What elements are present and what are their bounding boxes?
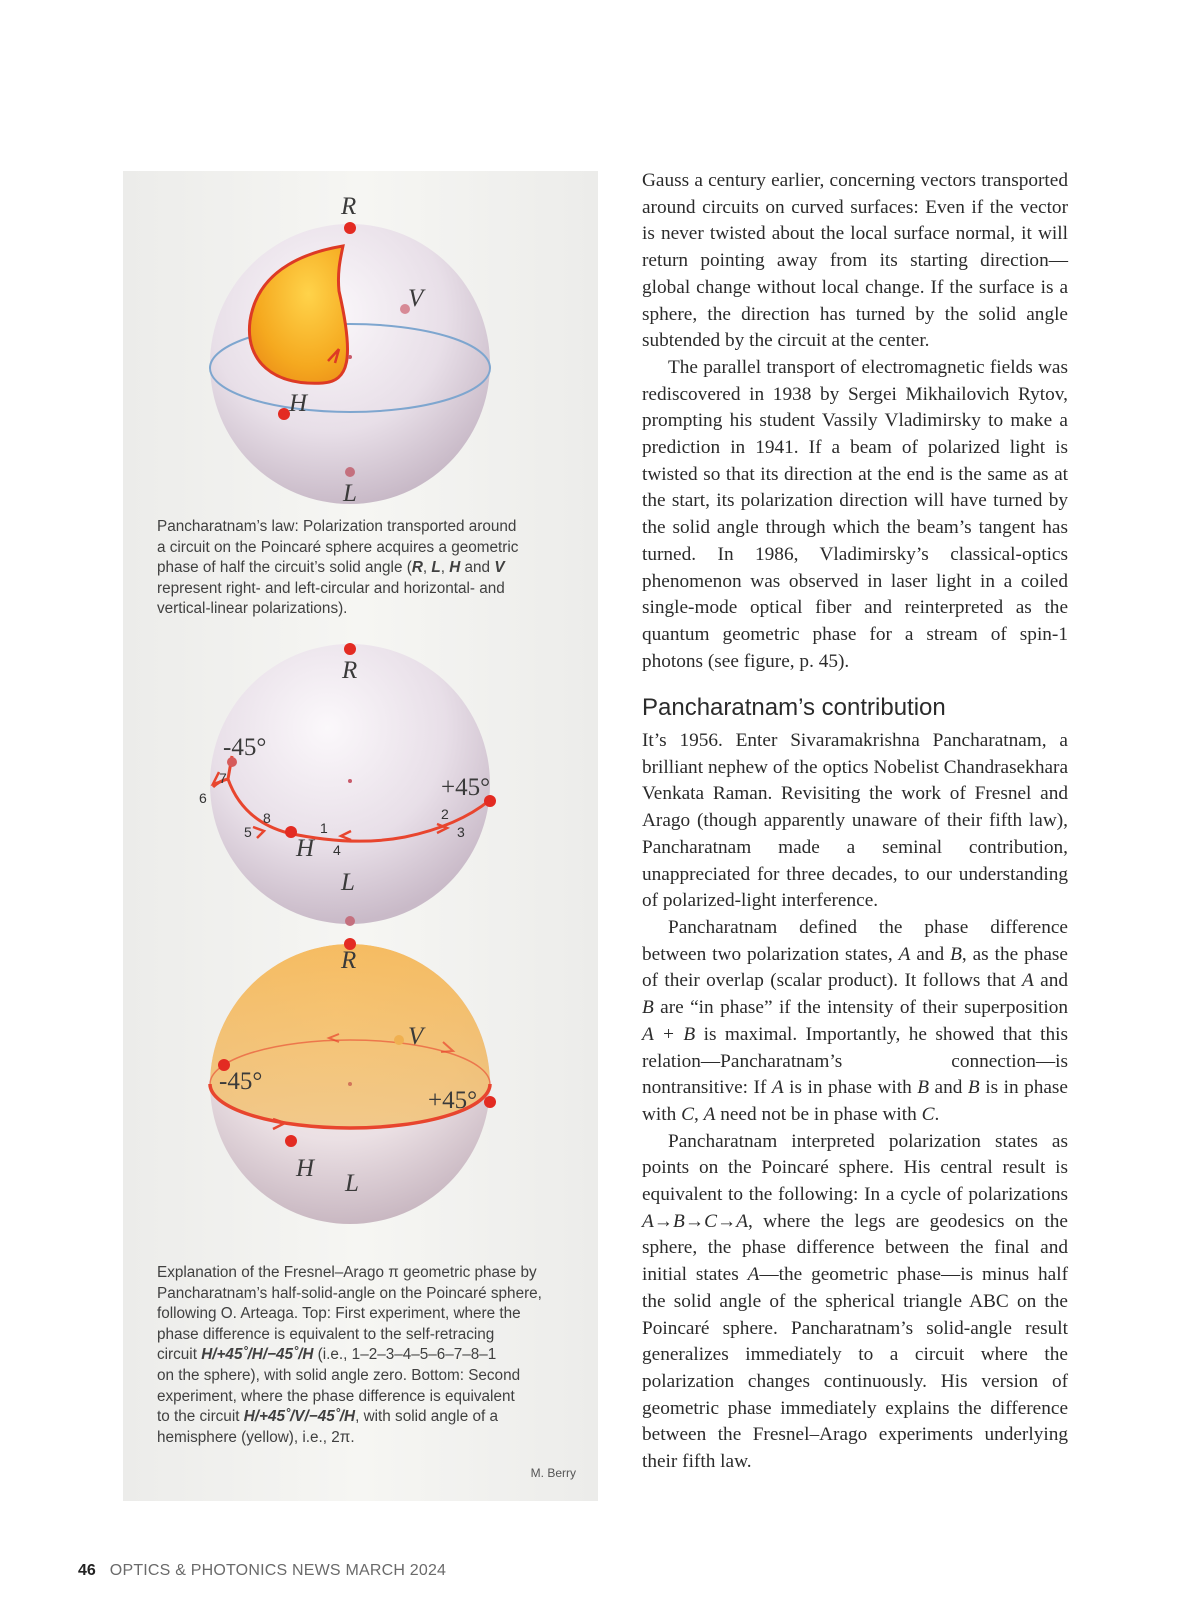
caption2-line: circuit [157, 1346, 202, 1364]
label-r: R [342, 657, 358, 684]
caption2-line: following O. Arteaga. Top: First experiment, where the [157, 1305, 521, 1323]
label-l: L [345, 1170, 359, 1197]
num-6: 6 [199, 790, 207, 806]
num-7: 7 [219, 770, 227, 786]
text-run: need not be in phase with [715, 1103, 922, 1125]
label-l: L [341, 869, 355, 896]
sphere-center [348, 1082, 352, 1086]
math-symbol: A [747, 1264, 760, 1286]
text-run: is in phase with [642, 1077, 1068, 1125]
caption1-symbol: V [494, 559, 505, 577]
caption1-line: phase of half the circuit’s solid angle ( [157, 559, 412, 577]
text-run: Pancharatnam defined the phase difference between two polarization states, [642, 916, 1068, 965]
text-run: , as the phase of their overlap (scalar product). It follows that [642, 943, 1068, 992]
paragraph-gauss: Gauss a century earlier, concerning vectors transported around circuits on curved surfaces: Even if the vector is never twisted about the local surface normal, it will return pointing away from its starting direction—global change without local change. If the surface is a sphere, the direction has turned by the solid angle subtended by the circuit at the center. [642, 170, 1068, 352]
bottom-sphere-figure [123, 936, 598, 1236]
bottom-sphere-svg [123, 936, 598, 1236]
text-run: are “in phase” if the intensity of their superposition [653, 997, 1068, 1019]
text-run: —the geometric phase—is minus half the solid angle of the spherical triangle ABC on the Poincaré sphere. Pancharatnam’s solid-angle result generalizes immediately to a circuit where the polarization changes continuously. His version of geometric phase immediately explains the difference between the Fresnel–Arago experiments underlying their fifth law. [642, 1264, 1068, 1473]
num-5: 5 [244, 824, 252, 840]
caption1-symbol: L [431, 559, 441, 577]
caption2-line: to the circuit [157, 1408, 244, 1426]
label-h: H [296, 1155, 315, 1182]
text-run: is in phase with [783, 1077, 918, 1099]
text-run: and [1033, 970, 1068, 992]
point-l [345, 916, 355, 926]
num-8: 8 [263, 810, 271, 826]
text-run: and [910, 943, 951, 965]
caption2-line: , with solid angle of a [355, 1408, 498, 1426]
math-symbol: A [703, 1103, 716, 1125]
math-expression: A + B [642, 1023, 696, 1045]
num-3: 3 [457, 824, 465, 840]
label-plus45: +45° [441, 774, 491, 801]
sphere-center [348, 355, 352, 359]
point-l [345, 467, 355, 477]
caption-pancharatnam-law [157, 517, 557, 620]
middle-sphere-svg [123, 641, 598, 931]
math-symbol: B [642, 997, 654, 1019]
label-v: V [408, 1023, 424, 1050]
paragraph-1956: It’s 1956. Enter Sivaramakrishna Pancharatnam, a brilliant nephew of the optics Nobelist Chandrasekhara Venkata Raman. Revisiting the work of Fresnel and Arago (though apparently unaware of their fifth law), Pancharatnam made a seminal contribution, unappreciated for three decades, to our understanding of polarized-light interference. [642, 730, 1068, 912]
text-run: Pancharatnam interpreted polarization states as points on the Poincaré sphere. His central result is equivalent to the following: In a cycle of polarizations [642, 1130, 1068, 1206]
label-minus45: -45° [223, 734, 267, 761]
caption2-line: hemisphere (yellow), i.e., 2π. [157, 1428, 355, 1446]
caption1-line: Pancharatnam’s law: Polarization transported around [157, 518, 517, 535]
point-r [344, 643, 356, 655]
math-symbol: B [917, 1077, 930, 1099]
caption2-circuit: H/+45˚/V/−45˚/H [243, 1408, 356, 1426]
math-symbol: A [1022, 970, 1034, 992]
section-heading: Pancharatnam’s contribution [642, 694, 946, 722]
num-2: 2 [441, 806, 449, 822]
point-plus45 [484, 1096, 496, 1108]
caption2-line: phase difference is equivalent to the self-retracing [157, 1325, 495, 1343]
caption1-line: vertical-linear polarizations). [157, 600, 348, 618]
math-symbol: B [950, 943, 962, 965]
point-v [394, 1035, 404, 1045]
math-symbol: A [898, 943, 911, 965]
text-run: is maximal. Importantly, he showed that this relation—Pancharatnam’s connection—is nontransitive: If [642, 1023, 1068, 1099]
text-run: , [693, 1103, 704, 1125]
caption1-sep: , [440, 559, 450, 577]
label-h: H [289, 390, 308, 417]
num-4: 4 [333, 842, 341, 858]
caption1-sep: , [422, 559, 432, 577]
caption1-line: a circuit on the Poincaré sphere acquires a geometric [157, 538, 519, 556]
num-1: 1 [320, 820, 328, 836]
figure-sidebar [123, 171, 598, 1501]
paragraph-poincare [642, 1129, 1068, 1476]
caption1-symbol: R [411, 559, 423, 577]
math-symbol: C [921, 1103, 935, 1125]
caption2-circuit: H/+45˚/H/−45˚/H [201, 1346, 314, 1364]
math-expression: A→B→C→A [642, 1210, 749, 1232]
label-l: L [343, 480, 357, 507]
label-plus45: +45° [428, 1087, 478, 1114]
math-symbol: B [967, 1077, 980, 1099]
caption2-line: experiment, where the phase difference is equivalent [157, 1387, 515, 1405]
math-symbol: A [771, 1077, 784, 1099]
label-v: V [408, 285, 424, 312]
page-number: 46 [78, 1562, 96, 1579]
article-column [642, 168, 1068, 1476]
label-r: R [341, 947, 357, 974]
point-r [344, 222, 356, 234]
text-run: , where the legs are geodesics on the sphere, the phase difference between the final and initial states [642, 1210, 1068, 1286]
paragraph-phase-difference [642, 915, 1068, 1129]
caption2-line: (i.e., 1–2–3–4–5–6–7–8–1 [313, 1346, 497, 1364]
caption1-line: represent right- and left-circular and horizontal- and [157, 579, 505, 597]
label-minus45: -45° [219, 1068, 263, 1095]
text-run: . [934, 1103, 940, 1125]
math-symbol: C [681, 1103, 694, 1125]
top-sphere-figure [123, 171, 598, 511]
page-footer [78, 1562, 446, 1580]
middle-sphere-figure [123, 641, 598, 931]
sphere [210, 224, 490, 504]
text-run: and [929, 1077, 968, 1099]
point-h [285, 1135, 297, 1147]
figure-credit: M. Berry [530, 1466, 576, 1480]
sphere-center [348, 779, 352, 783]
paragraph-rytov: The parallel transport of electromagnetic fields was rediscovered in 1938 by Sergei Mikhailovich Rytov, prompting his student Vassily Vladimirsky to make a prediction in 1941. If a beam of polarized light is twisted so that its direction at the end is the same as at the start, its polarization direction will have turned by the solid angle through which the beam’s tangent has turned. In 1986, Vladimirsky’s classical-optics phenomenon was observed in laser light in a coiled single-mode optical fiber and reinterpreted as the quantum geometric phase for a stream of spin-1 photons (see figure, p. 45). [642, 356, 1068, 672]
caption-fresnel-arago [157, 1263, 557, 1448]
label-h: H [296, 835, 315, 862]
caption1-sep: and [460, 559, 495, 577]
label-r: R [341, 193, 357, 220]
caption2-line: Explanation of the Fresnel–Arago π geometric phase by [157, 1264, 537, 1281]
publication-line: OPTICS & PHOTONICS NEWS MARCH 2024 [109, 1562, 447, 1579]
caption1-symbol: H [449, 559, 461, 577]
top-sphere-svg [123, 171, 598, 511]
caption2-line: on the sphere), with solid angle zero. Bottom: Second [157, 1366, 521, 1384]
caption2-line: Pancharatnam’s half-solid-angle on the Poincaré sphere, [157, 1284, 542, 1302]
